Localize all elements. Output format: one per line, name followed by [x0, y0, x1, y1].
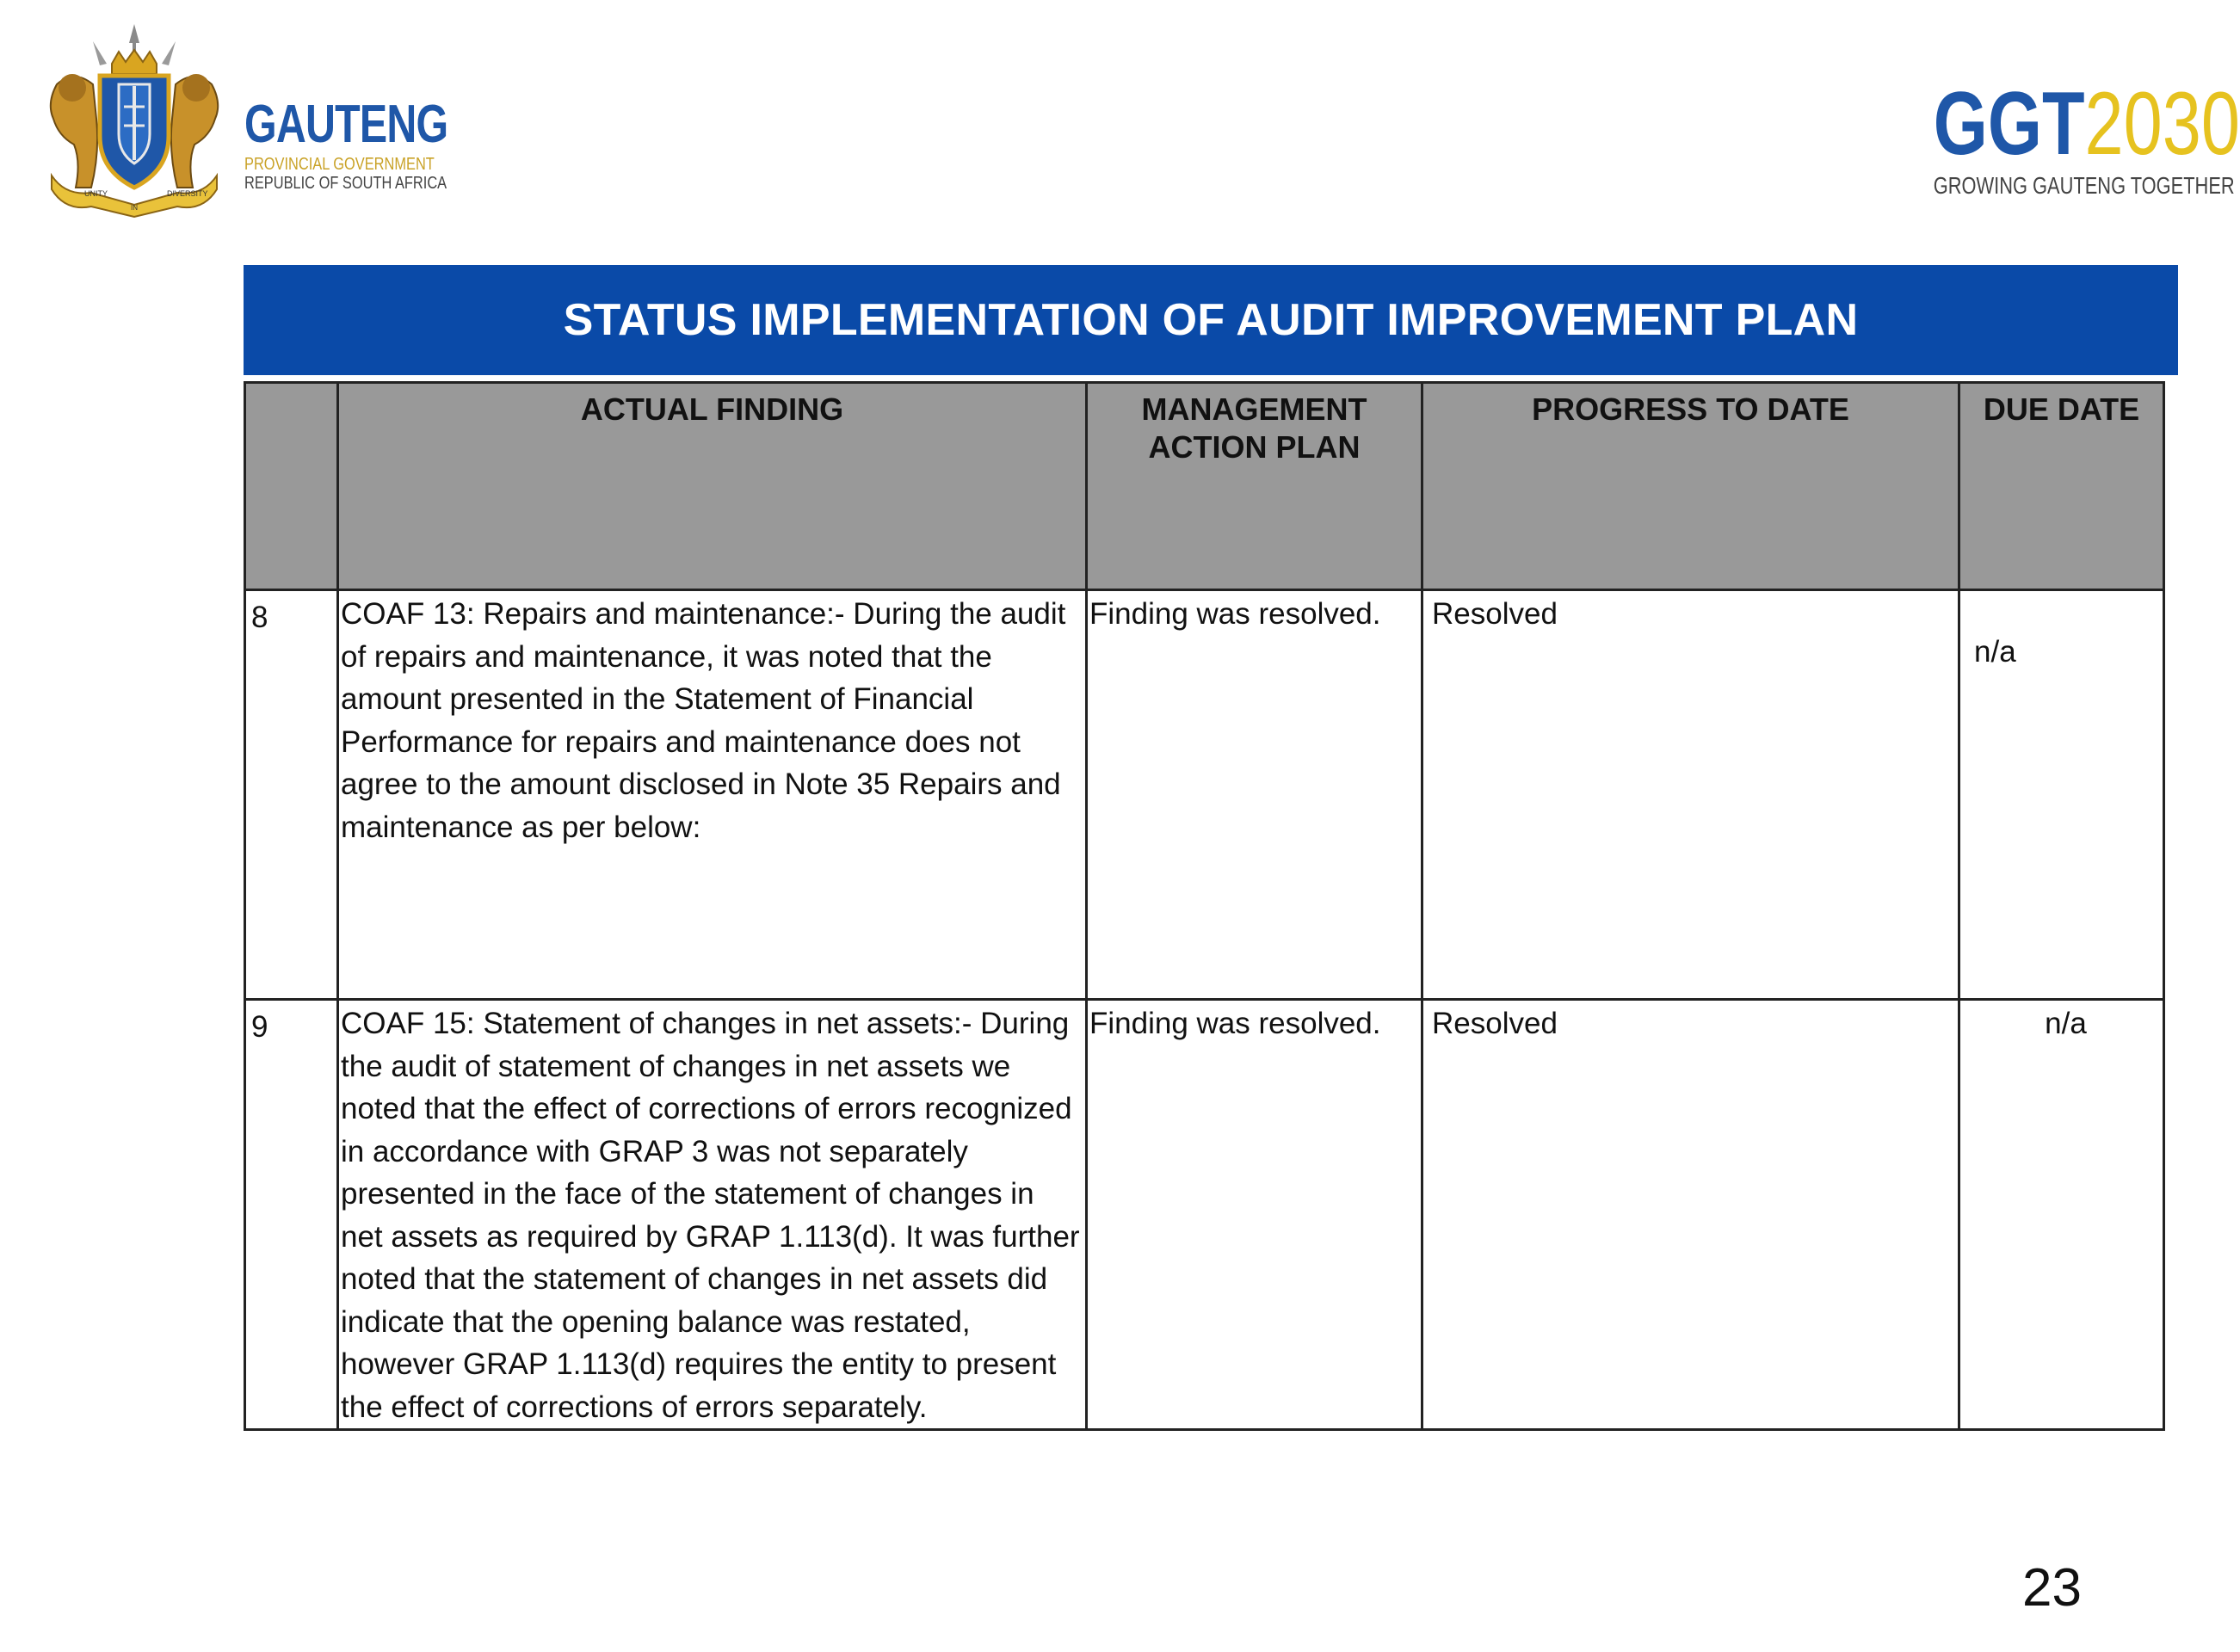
due-date-value: n/a: [1974, 635, 2016, 669]
table-header-row: [245, 383, 2164, 590]
coat-of-arms-icon: [40, 24, 229, 218]
svg-text:UNITY: UNITY: [84, 189, 108, 198]
row-number: 8: [245, 590, 338, 1000]
action-plan-cell: Finding was resolved.: [1087, 590, 1422, 1000]
header-actual-finding: ACTUAL FINDING: [338, 383, 1087, 590]
svg-text:IN: IN: [131, 204, 138, 212]
action-plan-cell: Finding was resolved.: [1087, 1000, 1422, 1430]
gauteng-wordmark: GAUTENG: [244, 95, 448, 154]
provincial-government-text: PROVINCIAL GOVERNMENT: [244, 155, 435, 174]
header-plan-line2: ACTION PLAN: [1148, 429, 1361, 465]
ggt-tagline: GROWING GAUTENG TOGETHER: [1933, 172, 2235, 199]
due-date-cell: [1959, 590, 2164, 1000]
year-text: 2030: [2084, 74, 2240, 174]
gauteng-provincial-logo: [40, 24, 448, 218]
header-plan-line1: MANAGEMENT: [1141, 391, 1367, 427]
actual-finding-cell: COAF 13: Repairs and maintenance:- During the audit of repairs and maintenance, it was noted that the amount presented in the Statement of Financial Performance for repairs and maintenance does not agree to the amount disclosed in Note 35 Repairs and maintenance as per below:: [338, 590, 1087, 1000]
header-management-action-plan: [1087, 383, 1422, 590]
ggt-text: GGT: [1933, 74, 2085, 174]
actual-finding-cell: COAF 15: Statement of changes in net assets:- During the audit of statement of changes in net assets we noted that the effect of corrections of errors recognized in accordance with GRAP 3 was not separately presented in the face of the statement of changes in net assets as required by GRAP 1.113(d). It was further noted that the statement of changes in net assets did indicate that the opening balance was restated, however GRAP 1.113(d) requires the entity to present the effect of corrections of errors separately.: [338, 1000, 1087, 1430]
title-bar: [244, 265, 2178, 375]
republic-text: REPUBLIC OF SOUTH AFRICA: [244, 174, 447, 193]
page-title: STATUS IMPLEMENTATION OF AUDIT IMPROVEMENT PLAN: [563, 295, 1859, 345]
row-number: 9: [245, 1000, 338, 1430]
progress-status-cell: Resolved: [1422, 1000, 1959, 1430]
table-row: [245, 590, 2164, 1000]
ggt2030-wordmark: [1933, 74, 2240, 174]
due-date-cell: n/a: [1959, 1000, 2164, 1430]
header-progress-to-date: PROGRESS TO DATE: [1422, 383, 1959, 590]
ggt2030-logo: [1869, 74, 2240, 200]
audit-plan-table: [244, 381, 2165, 1431]
header-num: [245, 383, 338, 590]
page-number: 23: [2022, 1558, 2082, 1618]
header-due-date: DUE DATE: [1959, 383, 2164, 590]
svg-text:DIVERSITY: DIVERSITY: [167, 189, 208, 198]
table-row: [245, 1000, 2164, 1430]
progress-status-cell: Resolved: [1422, 590, 1959, 1000]
